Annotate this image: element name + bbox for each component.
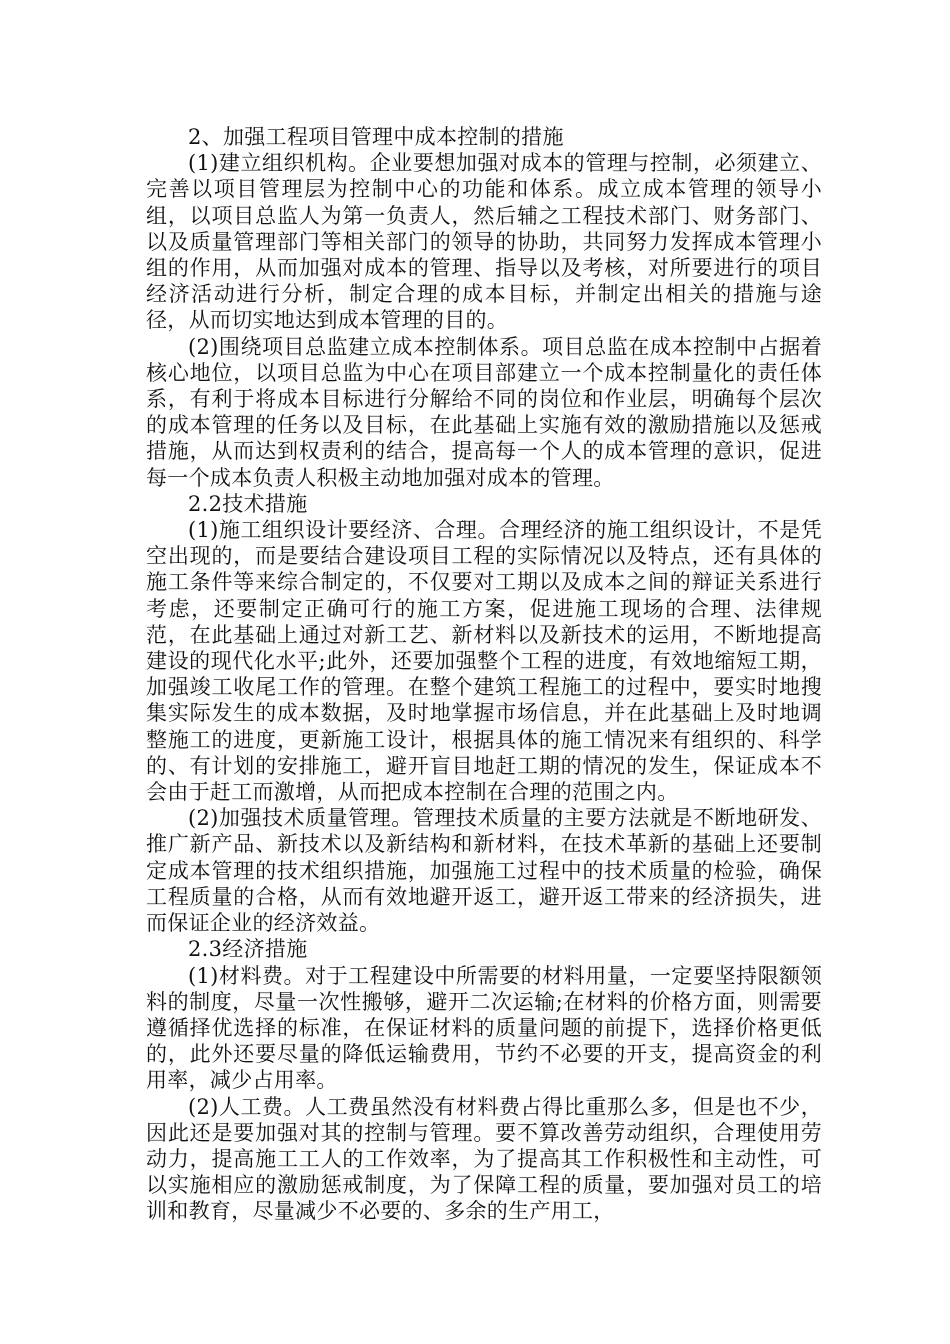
- section-heading: 2、加强工程项目管理中成本控制的措施: [188, 125, 564, 149]
- paragraph: (2)围绕项目总监建立成本控制体系。项目总监在成本控制中占据着核心地位，以项目总监为中心在项目部建立一个成本控制量化的责任体系，有利于将成本目标进行分解给不同的岗位和作业层，明确每个层次的成本管理的任务以及目标，在此基础上实施有效的激励措施以及惩戒措施，从而达到权责利的结合，提高每一个人的成本管理的意识，促进每一个成本负责人积极主动地加强对成本的管理。: [146, 334, 822, 490]
- paragraph: (2)加强技术质量管理。管理技术质量的主要方法就是不断地研发、推广新产品、新技术以及新结构和新材料，在技术革新的基础上还要制定成本管理的技术组织措施，加强施工过程中的技术质量的检验，确保工程质量的合格，从而有效地避开返工，避开返工带来的经济损失，进而保证企业的经济效益。: [146, 806, 822, 936]
- paragraph: (1)材料费。对于工程建设中所需要的材料用量，一定要坚持限额领料的制度，尽量一次性搬够，避开二次运输;在材料的价格方面，则需要遵循择优选择的标准，在保证材料的质量问题的前提下，选择价格更低的，此外还要尽量的降低运输费用，节约不必要的开支，提高资金的利用率，减少占用率。: [146, 963, 822, 1093]
- subsection-heading: 2.3经济措施: [188, 937, 308, 962]
- paragraph: (2)人工费。人工费虽然没有材料费占得比重那么多，但是也不少，因此还是要加强对其的控制与管理。要不算改善劳动组织，合理使用劳动力，提高施工工人的工作效率，为了提高其工作积极性和主动性，可以实施相应的激励惩戒制度，为了保障工程的质量，要加强对员工的培训和教育，尽量减少不必要的、多余的生产用工，: [146, 1094, 822, 1224]
- paragraph: (1)建立组织机构。企业要想加强对成本的管理与控制，必须建立、完善以项目管理层为控制中心的功能和体系。成立成本管理的领导小组，以项目总监人为第一负责人，然后辅之工程技术部门、财务部门、以及质量管理部门等相关部门的领导的协助，共同努力发挥成本管理小组的作用，从而加强对成本的管理、指导以及考核，对所要进行的项目经济活动进行分析，制定合理的成本目标，并制定出相关的措施与途径，从而切实地达到成本管理的目的。: [146, 151, 822, 333]
- document-body: [146, 124, 822, 1225]
- subsection-heading: 2.2技术措施: [188, 491, 308, 516]
- paragraph: (1)施工组织设计要经济、合理。合理经济的施工组织设计，不是凭空出现的，而是要结合建设项目工程的实际情况以及特点，还有具体的施工条件等来综合制定的，不仅要对工期以及成本之间的辩证关系进行考虑，还要制定正确可行的施工方案，促进施工现场的合理、法律规范，在此基础上通过对新工艺、新材料以及新技术的运用，不断地提高建设的现代化水平;此外，还要加强整个工程的进度，有效地缩短工期，加强竣工收尾工作的管理。在整个建筑工程施工的过程中，要实时地搜集实际发生的成本数据，及时地掌握市场信息，并在此基础上及时地调整施工的进度，更新施工设计，根据具体的施工情况来有组织的、科学的、有计划的安排施工，避开盲目地赶工期的情况的发生，保证成本不会由于赶工而激增，从而把成本控制在合理的范围之内。: [146, 518, 822, 805]
